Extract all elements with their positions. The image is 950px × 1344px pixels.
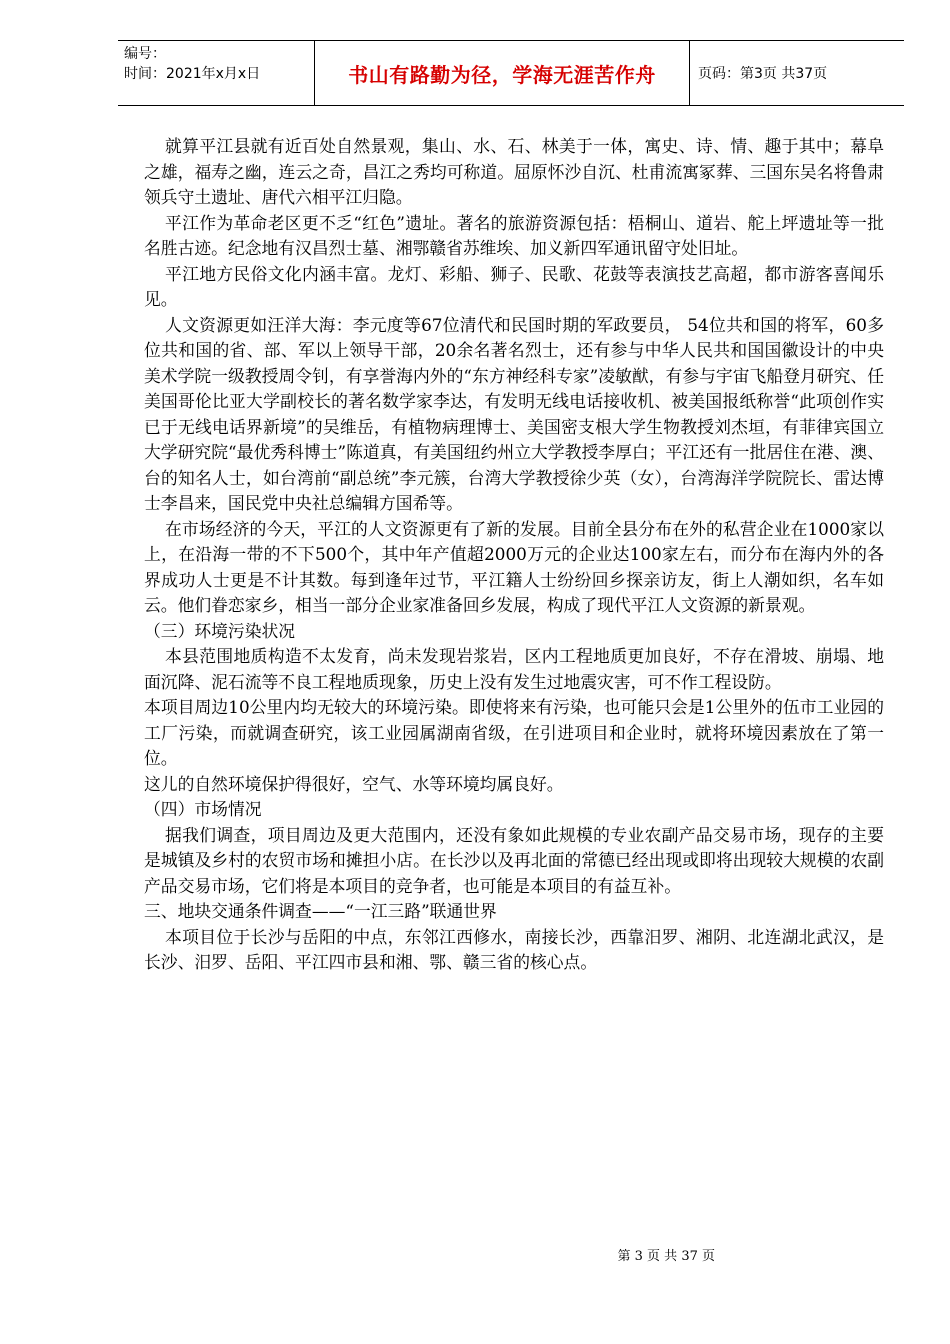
section-heading-environment: （三）环境污染状况: [144, 620, 296, 641]
time-label: 时间：2021年x月x日: [124, 66, 261, 82]
paragraph-environment-quality: 这儿的自然环境保护得很好，空气、水等环境均属良好。: [144, 773, 564, 794]
paragraph-human-resources: 人文资源更如汪洋大海：李元度等67位清代和民国时期的军政要员， 54位共和国的将军，60多位共和国的省、部、军以上领导干部，20余名著名烈士，还有参与中华人民共和国国徽设计的中央美术学院一级教授周令钊，有享誉海内外的“东方神经科专家”凌敏猷，有参与宇宙飞船登月研究、任美国哥伦比亚大学副校长的著名数学家李达，有发明无线电话接收机、被美国报纸称誉“此项创作实已于无线电话界新境”的吴维岳，有植物病理博士、美国密支根大学生物教授刘杰垣，有菲律宾国立大学研究院“最优秀科博士”陈道真，有美国纽约州立大学教授李厚白；平江还有一批居住在港、澳、台的知名人士，如台湾前“副总统”李元簇，台湾大学教授徐少英（女），台湾海洋学院院长、雷达博士李昌来，国民党中央社总编辑方国希等。: [144, 314, 884, 513]
header-page-label: 页码：第3页 共37页: [698, 66, 828, 82]
document-body: [144, 134, 884, 976]
paragraph-location: 本项目位于长沙与岳阳的中点，东邻江西修水，南接长沙，西靠汨罗、湘阴、北连湖北武汉，是长沙、汨罗、岳阳、平江四市县和湘、鄂、赣三省的核心点。: [144, 926, 884, 972]
section-heading-transport: 三、地块交通条件调查——“一江三路”联通世界: [144, 901, 497, 921]
header-meta: [118, 41, 315, 105]
paragraph-market-survey: 据我们调查，项目周边及更大范围内，还没有象如此规模的专业农副产品交易市场，现存的主要是城镇及乡村的农贸市场和摊担小店。在长沙以及再北面的常德已经出现或即将出现较大规模的农副产品交易市场，它们将是本项目的竞争者，也可能是本项目的有益互补。: [144, 824, 884, 896]
paragraph-pollution: 本项目周边10公里内均无较大的环境污染。即使将来有污染，也可能只会是1公里外的伍市工业园的工厂污染，而就调查研究，该工业园属湖南省级，在引进项目和企业时，就将环境因素放在了第一位。: [144, 697, 884, 768]
page-header: [118, 40, 904, 106]
section-heading-market: （四）市场情况: [144, 799, 262, 819]
paragraph-market-economy: 在市场经济的今天，平江的人文资源更有了新的发展。目前全县分布在外的私营企业在1000家以上，在沿海一带的不下500个，其中年产值超2000万元的企业达100家左右，而分布在海内外的各界成功人士更是不计其数。每到逢年过节，平江籍人士纷纷回乡探亲访友，街上人潮如织，名车如云。他们眷恋家乡，相当一部分企业家准备回乡发展，构成了现代平江人文资源的新景观。: [144, 518, 884, 615]
paragraph-folk-culture: 平江地方民俗文化内涵丰富。龙灯、彩船、狮子、民歌、花鼓等表演技艺高超，都市游客喜闻乐见。: [144, 263, 884, 309]
header-motto: 书山有路勤为径，学海无涯苦作舟: [315, 41, 690, 105]
page-footer: 第 3 页 共 37 页: [617, 1249, 715, 1264]
number-label: 编号：: [124, 46, 166, 62]
paragraph-scenery: 就算平江县就有近百处自然景观，集山、水、石、林美于一体，寓史、诗、情、趣于其中；幕阜之雄，福寿之幽，连云之奇，昌江之秀均可称道。屈原怀沙自沉、杜甫流寓冢葬、三国东吴名将鲁肃领兵守土遗址、唐代六相平江归隐。: [144, 136, 884, 207]
paragraph-red-sites: 平江作为革命老区更不乏“红色”遗址。著名的旅游资源包括：梧桐山、道岩、舵上坪遗址等一批名胜古迹。纪念地有汉昌烈士墓、湘鄂赣省苏维埃、加义新四军通讯留守处旧址。: [144, 212, 884, 258]
paragraph-geology: 本县范围地质构造不太发育，尚未发现岩浆岩，区内工程地质更加良好，不存在滑坡、崩塌、地面沉降、泥石流等不良工程地质现象，历史上没有发生过地震灾害，可不作工程设防。: [144, 646, 884, 692]
